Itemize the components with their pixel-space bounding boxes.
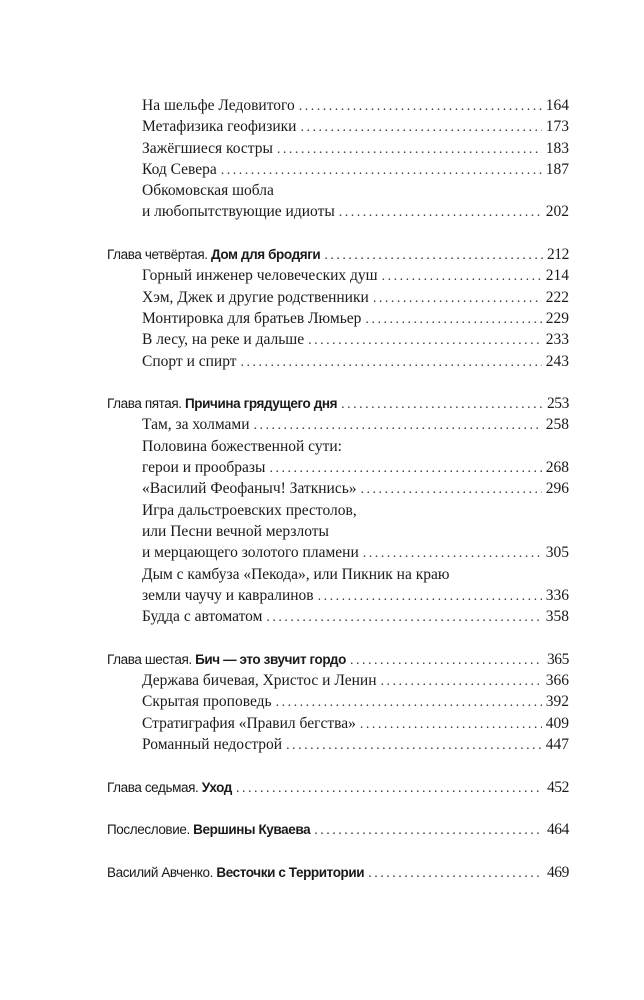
dot-leader: [318, 586, 542, 607]
toc-entry-line: [107, 138, 569, 159]
toc-entry-line: [107, 265, 569, 286]
chapter-prefix: Глава четвёртая.: [107, 247, 208, 263]
page-number: 222: [545, 288, 569, 306]
chapter-heading: [107, 777, 569, 798]
toc-entry-line: [107, 457, 569, 478]
toc-entry-line: [107, 734, 569, 755]
toc-section: [107, 819, 569, 840]
entry-title: Обкомовская шобла: [142, 182, 274, 200]
toc-section: [107, 649, 569, 755]
toc-entry-line: [107, 521, 569, 542]
chapter-heading: [107, 649, 569, 670]
entry-title: Романный недострой: [142, 735, 283, 753]
chapter-label: [107, 393, 337, 414]
toc-entry-line: [107, 201, 569, 222]
chapter-prefix: Глава седьмая.: [107, 779, 199, 795]
chapter-prefix: Василий Авченко.: [107, 864, 213, 880]
dot-leader: [381, 671, 542, 692]
page-number: 296: [545, 480, 569, 498]
chapter-title: Причина грядущего дня: [185, 396, 338, 412]
toc-section: [107, 777, 569, 798]
chapter-title: Весточки с Территории: [216, 864, 365, 880]
page-number: 358: [545, 608, 569, 626]
dot-leader: [221, 160, 542, 181]
dot-leader: [286, 735, 542, 756]
chapter-title: Вершины Куваева: [193, 822, 311, 838]
dot-leader: [365, 309, 541, 330]
chapter-prefix: Глава шестая.: [107, 651, 192, 667]
toc-entry-line: [107, 180, 569, 201]
chapter-label: [107, 244, 320, 265]
page-number: 464: [546, 821, 569, 839]
dot-leader: [300, 117, 541, 138]
dot-leader: [254, 415, 542, 436]
dot-leader: [360, 714, 542, 735]
page-number: 268: [545, 459, 569, 477]
chapter-title: Уход: [201, 779, 232, 795]
chapter-heading: [107, 244, 569, 265]
page-number: 409: [545, 714, 569, 732]
toc-entry-line: [107, 351, 569, 372]
entry-title: или Песни вечной мерзлоты: [142, 522, 329, 540]
page-number: 452: [546, 778, 569, 796]
entry-title: и мерцающего золотого пламени: [142, 544, 359, 562]
toc-entry-line: [107, 670, 569, 691]
page-number: 214: [545, 267, 569, 285]
dot-leader: [241, 352, 542, 373]
dot-leader: [276, 692, 542, 713]
entry-title: герои и прообразы: [142, 459, 266, 477]
page-number: 305: [545, 544, 569, 562]
entry-title: Монтировка для братьев Люмьер: [142, 309, 362, 327]
toc-entry-line: [107, 500, 569, 521]
chapter-label: [107, 649, 346, 670]
entry-title: земли чаучу и кавралинов: [142, 586, 314, 604]
dot-leader: [382, 266, 542, 287]
toc-entry-line: [107, 585, 569, 606]
dot-leader: [308, 330, 542, 351]
toc-entry-line: [107, 329, 569, 350]
toc-entry-line: [107, 308, 569, 329]
dot-leader: [368, 863, 543, 884]
entry-title: Дым с камбуза «Пекода», или Пикник на краю: [142, 565, 450, 583]
dot-leader: [339, 202, 542, 223]
chapter-heading: [107, 393, 569, 414]
dot-leader: [299, 96, 542, 117]
page-number: 392: [545, 693, 569, 711]
toc-entry-line: [107, 436, 569, 457]
dot-leader: [324, 245, 543, 266]
toc-entry-line: [107, 606, 569, 627]
chapter-prefix: Глава пятая.: [107, 396, 182, 412]
toc-entry-line: [107, 287, 569, 308]
page-number: 183: [545, 139, 569, 157]
page-number: 365: [546, 650, 569, 668]
toc-entry-line: [107, 713, 569, 734]
dot-leader: [277, 139, 542, 160]
chapter-title: Дом для бродяги: [210, 247, 321, 263]
entry-title: Метафизика геофизики: [142, 118, 297, 136]
entry-title: На шельфе Ледовитого: [142, 97, 295, 114]
page-number: 212: [546, 246, 569, 264]
page-number: 469: [546, 863, 569, 881]
entry-title: Хэм, Джек и другие родственники: [142, 288, 369, 306]
page-number: 229: [545, 309, 569, 327]
toc-entry-line: [107, 116, 569, 137]
toc-entry-line: [107, 564, 569, 585]
dot-leader: [350, 650, 543, 671]
chapter-prefix: Послесловие.: [107, 822, 190, 838]
dot-leader: [236, 778, 543, 799]
dot-leader: [341, 394, 543, 415]
page-number: 243: [545, 352, 569, 370]
page-number: 253: [546, 395, 569, 413]
dot-leader: [373, 288, 542, 309]
dot-leader: [314, 820, 543, 841]
table-of-contents: [107, 95, 569, 904]
toc-entry-line: [107, 542, 569, 563]
entry-title: Горный инженер человеческих душ: [142, 267, 378, 285]
entry-title: Зажёгшиеся костры: [142, 139, 273, 157]
page-number: 173: [545, 118, 569, 136]
chapter-label: [107, 777, 232, 798]
page-number: 336: [545, 586, 569, 604]
dot-leader: [266, 607, 541, 628]
toc-section: [107, 393, 569, 627]
page-number: 164: [545, 97, 569, 114]
page-number: 233: [545, 331, 569, 349]
page-number: 366: [545, 672, 569, 690]
toc-entry-line: [107, 95, 569, 116]
entry-title: Спорт и спирт: [142, 352, 237, 370]
dot-leader: [361, 479, 542, 500]
entry-title: Код Севера: [142, 160, 217, 178]
entry-title: Будда с автоматом: [142, 608, 263, 626]
dot-leader: [363, 543, 542, 564]
toc-entry-line: [107, 691, 569, 712]
chapter-label: [107, 819, 310, 840]
chapter-label: [107, 862, 364, 883]
entry-title: Игра дальстроевских престолов,: [142, 501, 357, 519]
entry-title: Держава бичевая, Христос и Ленин: [142, 672, 377, 690]
page-number: 447: [545, 735, 569, 753]
page-number: 258: [545, 416, 569, 434]
entry-title: Скрытая проповедь: [142, 693, 272, 711]
entry-title: В лесу, на реке и дальше: [142, 331, 305, 349]
entry-title: и любопытствующие идиоты: [142, 203, 335, 221]
chapter-heading: [107, 819, 569, 840]
toc-section: [107, 244, 569, 372]
entry-title: «Василий Феофаныч! Заткнись»: [142, 480, 357, 498]
toc-entry-line: [107, 414, 569, 435]
toc-section: [107, 95, 569, 223]
entry-title: Половина божественной сути:: [142, 437, 342, 455]
page-number: 187: [545, 160, 569, 178]
entry-title: Стратиграфия «Правил бегства»: [142, 714, 356, 732]
entry-title: Там, за холмами: [142, 416, 250, 434]
toc-section: [107, 862, 569, 883]
toc-entry-line: [107, 478, 569, 499]
toc-entry-line: [107, 159, 569, 180]
chapter-title: Бич — это звучит гордо: [195, 651, 346, 667]
chapter-heading: [107, 862, 569, 883]
dot-leader: [269, 458, 541, 479]
page-number: 202: [545, 203, 569, 221]
